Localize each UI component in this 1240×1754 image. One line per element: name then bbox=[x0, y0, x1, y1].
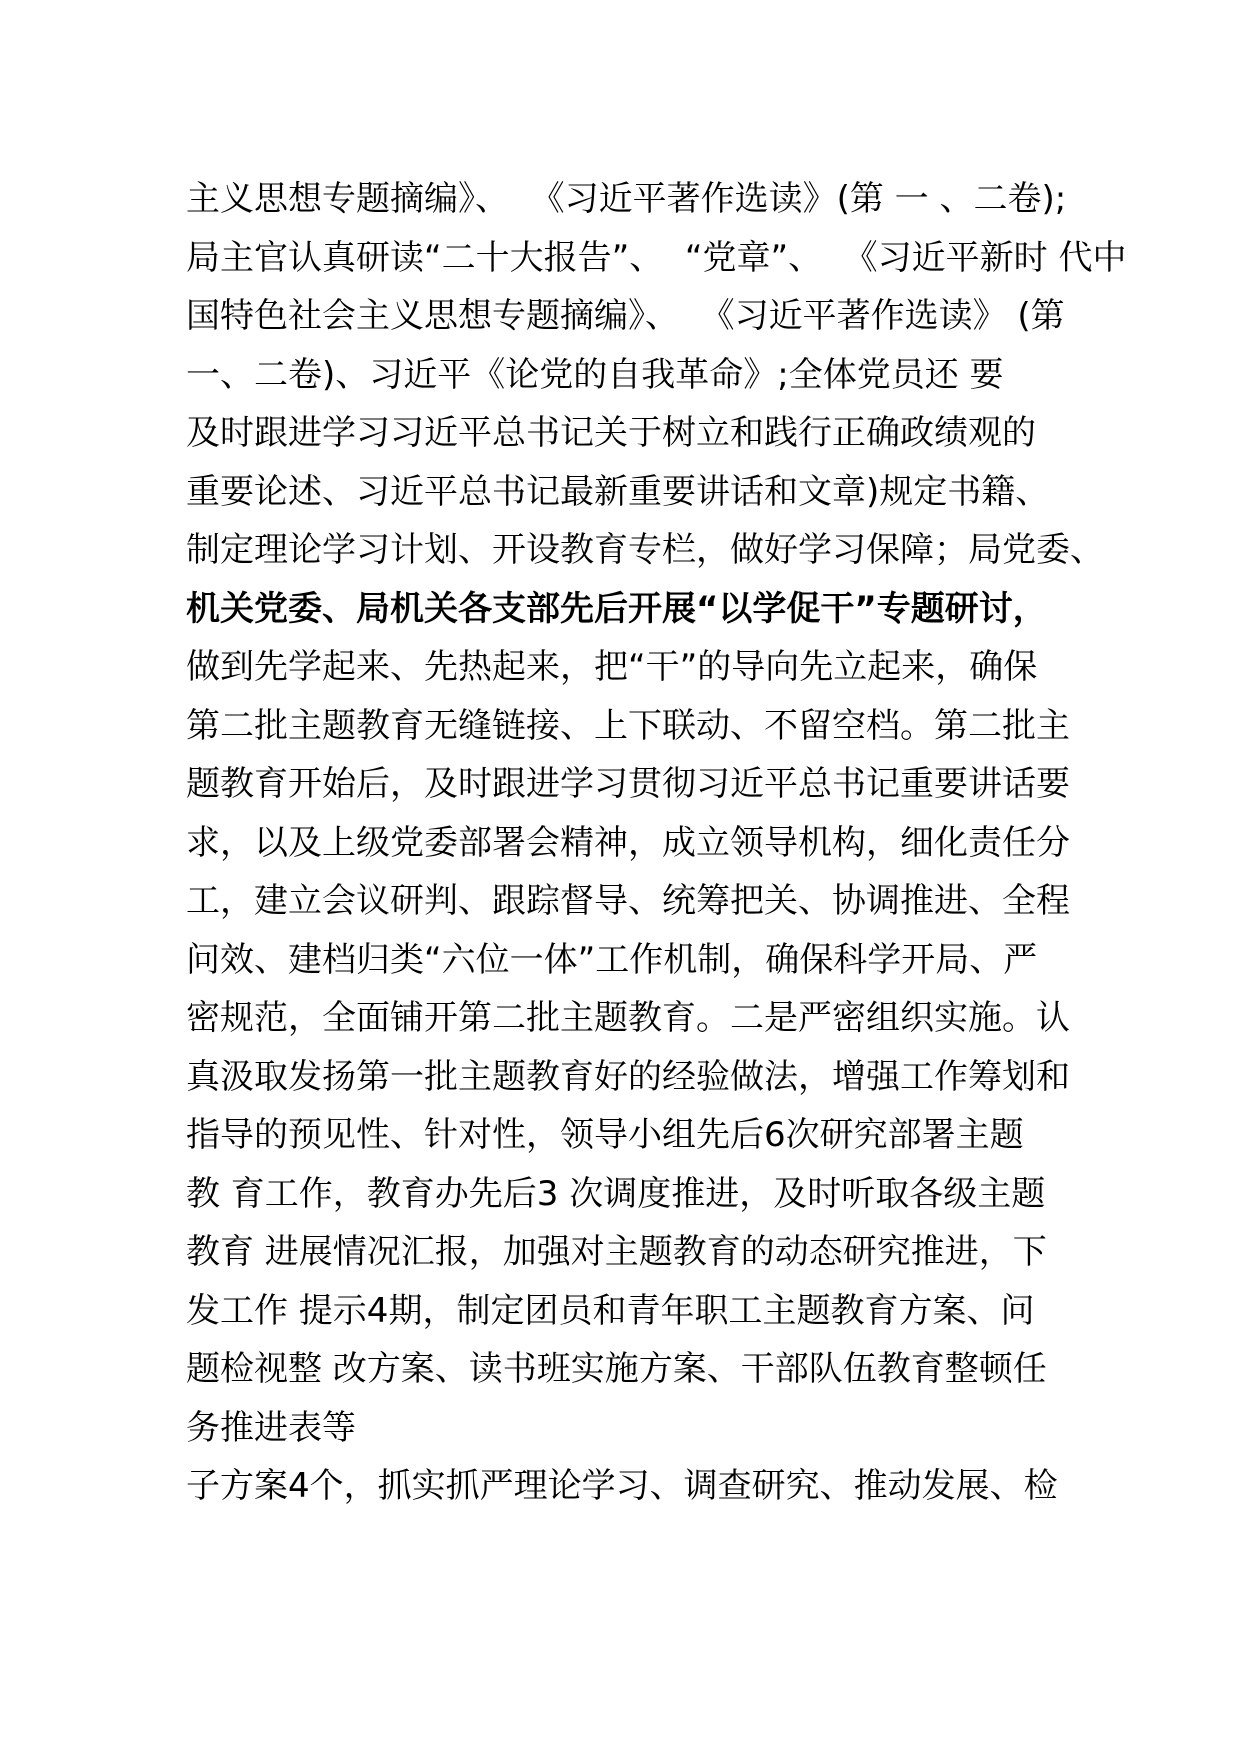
text-line: 第二批主题教育无缝链接、上下联动、不留空档。第二批主 bbox=[186, 705, 1070, 746]
text-line: 重要论述、习近平总书记最新重要讲话和文章)规定书籍、 bbox=[186, 471, 1050, 512]
text-line: 题教育开始后，及时跟进学习贯彻习近平总书记重要讲话要 bbox=[186, 764, 1070, 804]
text-line: 子方案4个，抓实抓严理论学习、调查研究、推动发展、检 bbox=[186, 1466, 1058, 1506]
text-line: 密规范，全面铺开第二批主题教育。二是严密组织实施。认 bbox=[186, 998, 1070, 1038]
text-line: 题检视整 改方案、读书班实施方案、干部队伍教育整顿任 bbox=[186, 1349, 1047, 1389]
text-line: 及时跟进学习习近平总书记关于树立和践行正确政绩观的 bbox=[186, 413, 1036, 453]
text-line: 问效、建档归类“六位一体”工作机制，确保科学开局、严 bbox=[186, 939, 1038, 980]
text-line: 制定理论学习计划、开设教育专栏，做好学习保障；局党委、 bbox=[186, 530, 1104, 570]
text-line: 教 育工作，教育办先后3 次调度推进，及时听取各级主题 bbox=[186, 1173, 1046, 1214]
text-line: 教育 进展情况汇报，加强对主题教育的动态研究推进，下 bbox=[186, 1232, 1047, 1272]
text-line: 局主官认真研读“二十大报告”、 “党章”、 《习近平新时 代中 bbox=[186, 237, 1127, 278]
text-line: 求，以及上级党委部署会精神，成立领导机构，细化责任分 bbox=[186, 822, 1070, 863]
text-line: 国特色社会主义思想专题摘编》、 《习近平著作选读》 (第 bbox=[186, 296, 1065, 336]
text-line: 机关党委、局机关各支部先后开展“以学促干”专题研讨， bbox=[186, 588, 1047, 629]
text-line: 务推进表等 bbox=[186, 1407, 356, 1448]
text-line: 真汲取发扬第一批主题教育好的经验做法，增强工作筹划和 bbox=[186, 1056, 1070, 1097]
body-text bbox=[186, 170, 1127, 1516]
text-line: 一、二卷)、习近平《论党的自我革命》;全体党员还 要 bbox=[186, 354, 1004, 395]
text-line: 做到先学起来、先热起来，把“干”的导向先立起来，确保 bbox=[186, 647, 1038, 687]
text-line: 指导的预见性、针对性，领导小组先后6次研究部署主题 bbox=[186, 1115, 1024, 1155]
text-line: 工，建立会议研判、跟踪督导、统筹把关、协调推进、全程 bbox=[186, 881, 1070, 921]
text-line: 主义思想专题摘编》、 《习近平著作选读》(第 一 、二卷); bbox=[186, 179, 1067, 219]
text-line: 发工作 提示4期，制定团员和青年职工主题教育方案、问 bbox=[186, 1290, 1035, 1331]
